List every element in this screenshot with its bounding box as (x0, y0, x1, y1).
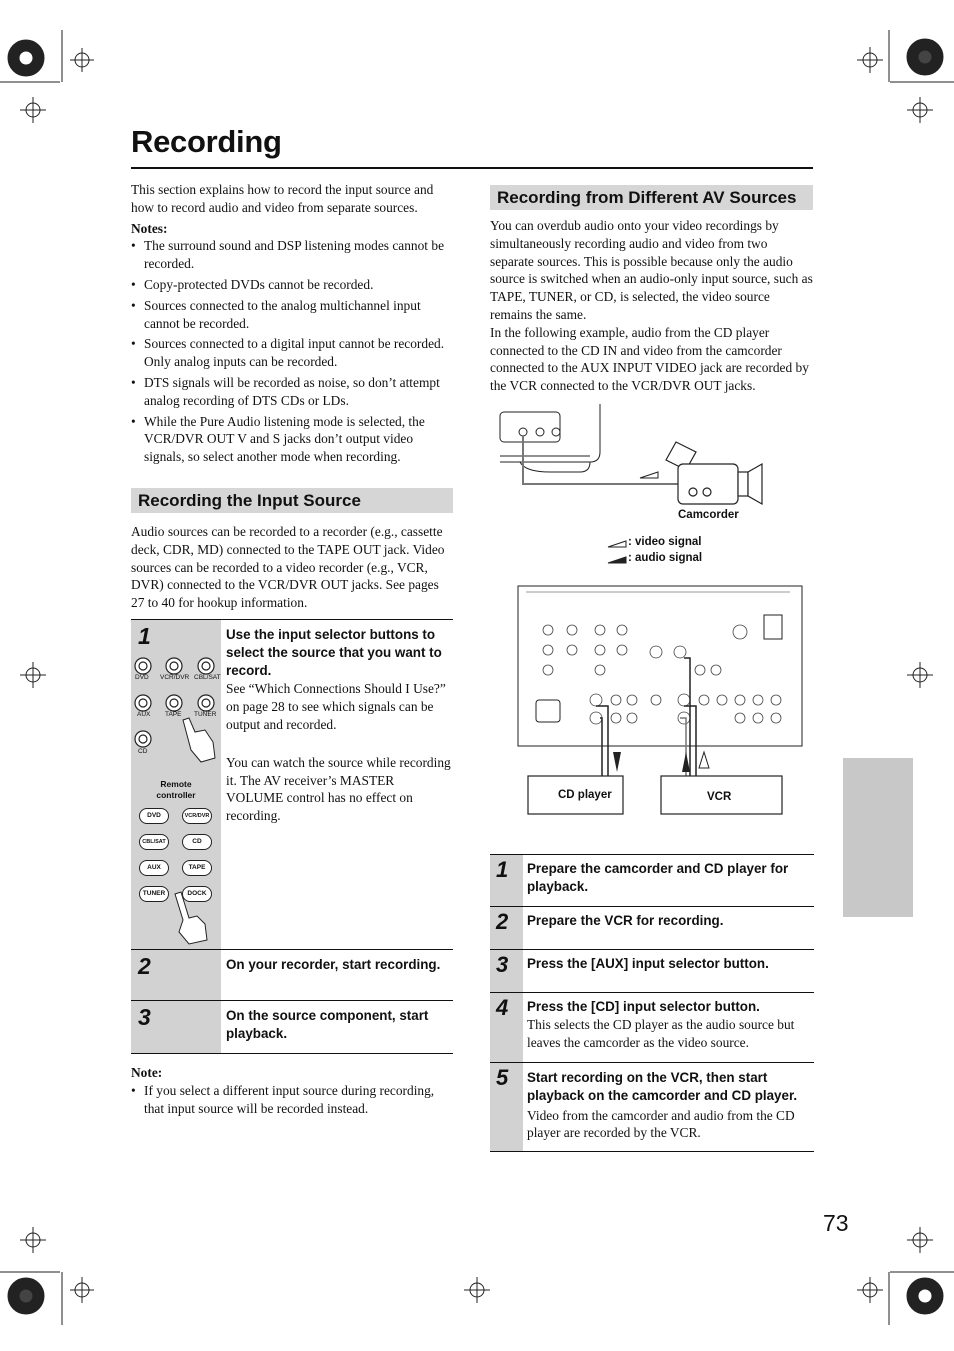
note-label: Note: (131, 1065, 163, 1080)
tape-button[interactable]: TAPE (182, 860, 212, 876)
step-number: 3 (496, 952, 509, 977)
connection-diagram (490, 400, 820, 820)
note-item: • DTS signals will be recorded as noise, so don’t attempt analog recording of DTS CDs or LDs. (131, 374, 453, 410)
av-step-4-instruction: Press the [CD] input selector button. (527, 999, 760, 1014)
label-tape: TAPE (165, 711, 182, 718)
notes-label: Notes: (131, 220, 168, 236)
intro-paragraph: This section explains how to record the input source and how to record audio and video from separate sources. (131, 182, 434, 215)
cd-button[interactable]: CD (182, 834, 212, 850)
step-number-box (490, 907, 523, 950)
note-item: • Copy-protected DVDs cannot be recorded. (131, 276, 453, 294)
step-1-instruction: Use the input selector buttons to select the source that you want to record. (226, 627, 442, 678)
page-number: 73 (823, 1210, 849, 1236)
step-number: 3 (138, 1004, 151, 1030)
camcorder-label: Camcorder (678, 509, 739, 521)
av-step-5 (490, 1062, 814, 1152)
section-tab (843, 758, 913, 917)
dock-button[interactable]: DOCK (182, 886, 212, 902)
av-step-2 (490, 906, 814, 950)
input-section-text: Audio sources can be recorded to a recorder (e.g., cassette deck, CDR, MD) connected to the TAPE OUT jack. Video sources can be recorded to a video recorder (e.g., VCR, DVR) connected to the VCR/DVR OUT jacks. See pages 27 to 40 for hookup information. (131, 524, 445, 611)
av-step-4-content (527, 998, 812, 1051)
step-number: 1 (496, 857, 509, 882)
legend-audio: : audio signal (628, 552, 703, 564)
remote-caption (131, 779, 221, 801)
remote-caption-line1: Remote (160, 779, 192, 789)
label-dvd: DVD (135, 674, 149, 681)
av-step-1-instruction: Prepare the camcorder and CD player for playback. (527, 861, 789, 894)
note-item: • If you select a different input source during recording, that input source will be recorded instead. (131, 1082, 453, 1118)
step-number: 4 (496, 995, 509, 1020)
note-list (131, 1082, 453, 1118)
av-step-3 (490, 949, 814, 993)
step-3-instruction: On the source component, start playback. (226, 1008, 429, 1041)
step-2-instruction: On your recorder, start recording. (226, 957, 441, 972)
step-number: 2 (138, 953, 151, 979)
step-1-content (226, 626, 453, 825)
av-section-text (490, 217, 814, 395)
step-1-detail: See “Which Connections Should I Use?” on page 28 to see which signals can be output and recorded. (226, 681, 446, 732)
step-number: 5 (496, 1065, 509, 1090)
step-1-detail-2: You can watch the source while recording it. The AV receiver’s MASTER VOLUME control has no effect on recording. (226, 754, 451, 824)
cbl-sat-button[interactable]: CBL/SAT (139, 834, 169, 850)
remote-selector-illustration (131, 650, 221, 790)
note-item: • Sources connected to a digital input cannot be recorded. Only analog inputs can be recorded. (131, 335, 453, 371)
note-item: • Sources connected to the analog multichannel input cannot be recorded. (131, 297, 453, 333)
label-cd: CD (138, 748, 148, 755)
av-step-5-instruction: Start recording on the VCR, then start playback on the camcorder and CD player. (527, 1070, 798, 1103)
input-step-1 (131, 619, 453, 950)
legend-video: : video signal (628, 536, 702, 548)
step-number-box (490, 950, 523, 993)
step-3-sidebar (131, 1001, 221, 1053)
label-vcr-dvr: VCR/DVR (160, 674, 190, 681)
step-1-sidebar (131, 620, 221, 950)
label-aux: AUX (137, 711, 151, 718)
tuner-button[interactable]: TUNER (139, 886, 169, 902)
av-step-3-instruction: Press the [AUX] input selector button. (527, 956, 769, 971)
label-cbl-sat: CBL/SAT (194, 674, 221, 681)
av-step-2-instruction: Prepare the VCR for recording. (527, 913, 724, 928)
notes-list (131, 237, 453, 466)
vcr-label: VCR (707, 791, 732, 803)
aux-button[interactable]: AUX (139, 860, 169, 876)
remote-caption-line2: controller (156, 790, 196, 800)
av-step-4 (490, 992, 814, 1063)
cd-player-label: CD player (558, 789, 612, 801)
input-step-3 (131, 1000, 453, 1054)
label-tuner: TUNER (194, 711, 217, 718)
av-para-1: You can overdub audio onto your video recordings by simultaneously recording audio and video from two separate sources. This is possible because only the audio source is switched when an audio-only input source, such as TAPE, TUNER, or CD, is selected, the video source remains the same. (490, 218, 813, 322)
dvd-button[interactable]: DVD (139, 808, 169, 824)
page-title: Recording (131, 124, 282, 159)
av-step-1 (490, 854, 814, 907)
input-note (131, 1064, 453, 1120)
av-step-5-content (527, 1069, 812, 1142)
step-2-sidebar (131, 950, 221, 1001)
pointing-hand-icon (161, 890, 211, 946)
step-number: 1 (138, 623, 151, 649)
av-para-2: In the following example, audio from the CD player connected to the CD IN and video from the camcorder connected to the AUX INPUT VIDEO jack are recorded by the VCR connected to the VCR/DVR OUT jacks. (490, 324, 809, 394)
section-heading-av: Recording from Different AV Sources (490, 185, 813, 210)
step-number: 2 (496, 909, 509, 934)
step-number-box (490, 993, 523, 1063)
vcr-dvr-button[interactable]: VCR/DVR (182, 808, 212, 824)
step-number-box (490, 1063, 523, 1151)
note-item: • While the Pure Audio listening mode is selected, the VCR/DVR OUT V and S jacks don’t output video signals, so select another mode when recording. (131, 413, 453, 466)
step-number-box (490, 855, 523, 907)
note-item: • The surround sound and DSP listening modes cannot be recorded. (131, 237, 453, 273)
input-step-2 (131, 949, 453, 1001)
av-step-4-detail: This selects the CD player as the audio source but leaves the camcorder as the video source. (527, 1016, 795, 1050)
left-column-intro (131, 181, 453, 469)
title-rule (131, 167, 813, 169)
av-step-5-detail: Video from the camcorder and audio from the CD player are recorded by the VCR. (527, 1107, 795, 1141)
section-heading-input: Recording the Input Source (131, 488, 453, 513)
